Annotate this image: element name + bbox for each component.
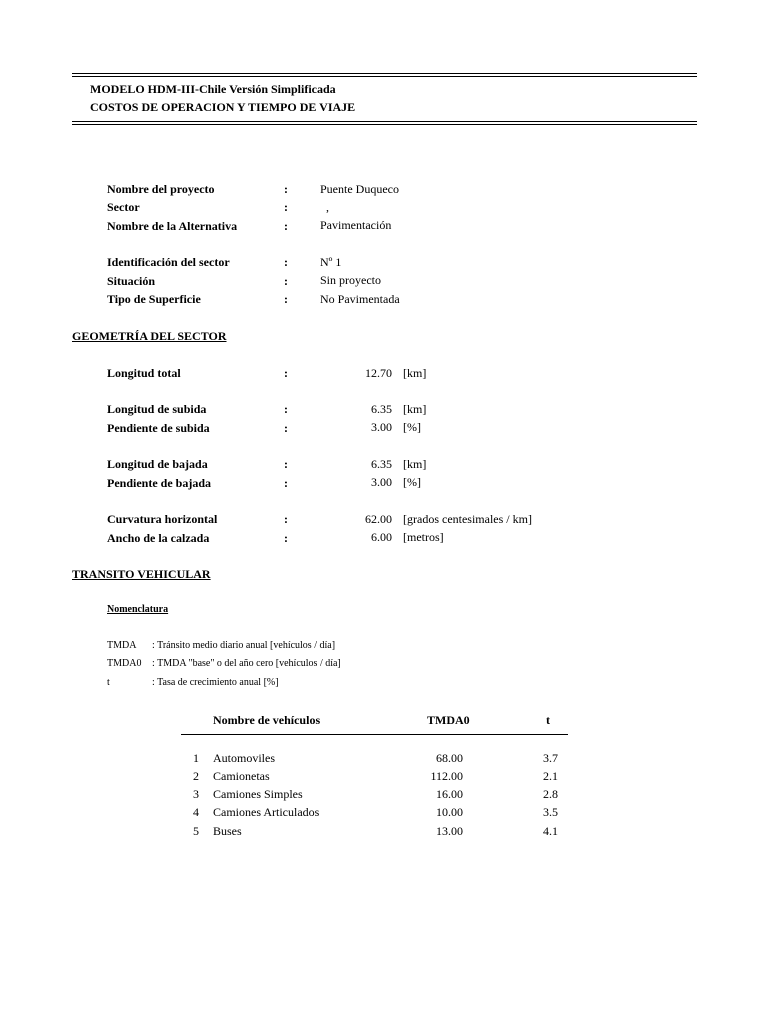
table-row-number: 5 (193, 824, 199, 838)
downhill-length-unit: [km] (403, 457, 427, 471)
table-row-name: Camiones Articulados (213, 805, 320, 819)
surface-type-value: No Pavimentada (320, 292, 400, 306)
table-row-t: 3.7 (543, 751, 558, 765)
horizontal-curvature-label: Curvatura horizontal (107, 512, 218, 526)
uphill-grade-unit: [%] (403, 420, 421, 434)
table-row-name: Camionetas (213, 769, 270, 783)
field-separator: : (284, 219, 288, 233)
table-header-tmda0: TMDA0 (427, 713, 470, 727)
report-title: MODELO HDM-III-Chile Versión Simplificada (90, 82, 336, 96)
table-row-name: Buses (213, 824, 242, 838)
nomenclature-abbr: t (107, 677, 110, 688)
downhill-grade-label: Pendiente de bajada (107, 476, 212, 490)
table-row-tmda0: 68.00 (436, 751, 463, 765)
transit-section-title: TRANSITO VEHICULAR (72, 567, 211, 581)
table-header-t: t (546, 713, 550, 727)
header-bottom-rule-2 (72, 124, 697, 125)
table-row-number: 4 (193, 805, 199, 819)
downhill-length-value: 6.35 (371, 457, 392, 471)
field-separator: : (284, 292, 288, 306)
table-row-t: 2.8 (543, 787, 558, 801)
downhill-length-label: Longitud de bajada (107, 457, 208, 471)
field-separator: : (284, 457, 288, 471)
field-separator: : (284, 531, 288, 545)
table-row-name: Camiones Simples (213, 787, 303, 801)
table-row-tmda0: 10.00 (436, 805, 463, 819)
header-bottom-rule-1 (72, 121, 697, 122)
sector-id-value: Nº 1 (320, 255, 342, 269)
nomenclature-desc: : TMDA "base" o del año cero [vehículos / día] (152, 658, 341, 669)
total-length-unit: [km] (403, 366, 427, 380)
uphill-length-label: Longitud de subida (107, 402, 207, 416)
situation-label: Situación (107, 274, 156, 288)
nomenclature-abbr: TMDA0 (107, 658, 142, 669)
nomenclature-desc: : Tránsito medio diario anual [vehículos / día] (152, 640, 336, 651)
horizontal-curvature-value: 62.00 (365, 512, 392, 526)
table-row-name: Automoviles (213, 751, 275, 765)
table-row-tmda0: 112.00 (430, 769, 463, 783)
field-separator: : (284, 182, 288, 196)
roadway-width-unit: [metros] (403, 530, 444, 544)
table-row-number: 3 (193, 787, 199, 801)
report-subtitle: COSTOS DE OPERACION Y TIEMPO DE VIAJE (90, 100, 356, 114)
total-length-label: Longitud total (107, 366, 181, 380)
geometry-section-title: GEOMETRÍA DEL SECTOR (72, 329, 227, 343)
uphill-length-unit: [km] (403, 402, 427, 416)
nomenclature-title: Nomenclatura (107, 604, 169, 615)
sector-id-label: Identificación del sector (107, 255, 230, 269)
table-row-tmda0: 13.00 (436, 824, 463, 838)
field-separator: : (284, 366, 288, 380)
alternative-name-value: Pavimentación (320, 218, 392, 232)
table-row-t: 4.1 (543, 824, 558, 838)
nomenclature-abbr: TMDA (107, 640, 137, 651)
sector-value: , (326, 200, 329, 214)
table-row-t: 3.5 (543, 805, 558, 819)
nomenclature-desc: : Tasa de crecimiento anual [%] (152, 677, 279, 688)
field-separator: : (284, 274, 288, 288)
downhill-grade-unit: [%] (403, 475, 421, 489)
field-separator: : (284, 476, 288, 490)
uphill-grade-label: Pendiente de subida (107, 421, 210, 435)
field-separator: : (284, 200, 288, 214)
table-header-name: Nombre de vehículos (213, 713, 321, 727)
uphill-grade-value: 3.00 (371, 420, 392, 434)
alternative-name-label: Nombre de la Alternativa (107, 219, 238, 233)
roadway-width-label: Ancho de la calzada (107, 531, 210, 545)
header-top-rule-2 (72, 76, 697, 77)
surface-type-label: Tipo de Superficie (107, 292, 201, 306)
sector-label: Sector (107, 200, 140, 214)
field-separator: : (284, 402, 288, 416)
table-row-tmda0: 16.00 (436, 787, 463, 801)
table-row-number: 2 (193, 769, 199, 783)
situation-value: Sin proyecto (320, 273, 381, 287)
total-length-value: 12.70 (365, 366, 392, 380)
roadway-width-value: 6.00 (371, 530, 392, 544)
downhill-grade-value: 3.00 (371, 475, 392, 489)
project-name-value: Puente Duqueco (320, 182, 399, 196)
field-separator: : (284, 512, 288, 526)
horizontal-curvature-unit: [grados centesimales / km] (403, 512, 532, 526)
header-top-rule-1 (72, 73, 697, 74)
table-row-number: 1 (193, 751, 199, 765)
project-name-label: Nombre del proyecto (107, 182, 215, 196)
table-header-rule (181, 734, 568, 735)
field-separator: : (284, 255, 288, 269)
uphill-length-value: 6.35 (371, 402, 392, 416)
table-row-t: 2.1 (543, 769, 558, 783)
field-separator: : (284, 421, 288, 435)
